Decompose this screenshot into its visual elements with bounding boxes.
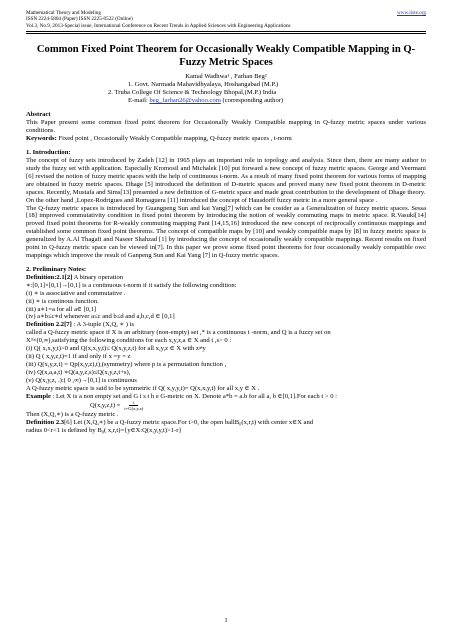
affiliations	[108, 81, 426, 105]
author-list: Kamal Wadhwa¹ , Farhan Beg²	[185, 73, 267, 81]
preliminary-heading: 2. Preliminary Notes:	[26, 265, 87, 273]
email-prefix: E-mail:	[128, 97, 150, 105]
definition-2-3-line-2: radius 0<r<1 is defined by B₀( x,r,t)={y∈X:Q(x,y,y,t)>1-r}	[26, 427, 182, 435]
qfuzzy-line-5: (v) Q(x,y,z, .):( 0 ,∞)→[0,1] is continuous	[26, 376, 137, 384]
intro-paragraph-3: The Q-fuzzy metric spaces is introduced by Guangpeng Sun and kai Yang[7] which can be cosider as a Generalization of fuzzy metric spaces. Sessa [18] improved commutativity condition in fixed point theorem by introducing the notion of weakly commuting maps in metric space. R.Vasuki[14] proved fixed point theorems for R-weakly commuting mapping Pant [14,15,16] introduced the new concept of reciprocally continuous mappings and established some common fixed point theorems. The concept of compatible maps by [10] and weakly compatible maps by [8] in fuzzy metric space is generalized by A.Al Thagafi and Naseer Shahzad [1] by introducing the concept of occasionally weakly compatible mappings. Recent results on fixed point in Q-fuzzy metric space can be viewed in[7]. In this paper we prove some fixed point theorems for four occasionally weakly compatible owc mappings which improve the result of Ganpeng Sun and Kai Yang [7] in Q-fuzzy metric spaces.	[26, 204, 426, 259]
intro-paragraph-1: The concept of fuzzy sets introduced by Zadeh [12] in 1965 plays an important role in topology and analysis. Since then, there are many author to study the fuzzy set with application. Especially Kromosil and Michalek [10] put forward a new concept of fuzzy metric spaces. George and Veermani [6] revised the notion of fuzzy metric spaces with the help of continuous t-norm. As a result of many fixed point theorem for various forms of mapping are obtained in fuzzy metric spaces. Dhage [5] introduced the definition of D-metric spaces and proved many new fixed point theorem in D-metric spaces. Recently, Mustafa and Sims[13] presented a new definition of G-metric space and made great contribution to the development of Dhage theory.	[26, 157, 426, 196]
abstract-text: This Paper present some common fixed point theorem for Occasionally Weakly Compatible mapping in Q-fuzzy metric spaces under various conditions.	[26, 119, 426, 135]
example-equation	[90, 400, 426, 411]
keywords-text: Fixed point , Occasionally Weakly Compatible mapping, Q-fuzzy metric spaces , t-norm	[56, 135, 292, 143]
email-suffix: (corresponding author)	[220, 97, 284, 105]
abstract-heading: Abstract	[26, 111, 51, 119]
then-line: Then (X,Q,∗) is a Q-fuzzy metric .	[26, 411, 119, 419]
qfuzzy-line-4: (iv) Q(x,a,a,t) ∗Q(a,y,z,s)≤Q(x,y,z,t+s),	[26, 368, 131, 376]
definition-2-3-text: [6] Let (X,Q,∗) be a Q-fuzzy metric space.For t>0, the open ballB₀(x,r,t) with center x∈X and	[64, 419, 314, 427]
email-line	[108, 97, 426, 105]
introduction-heading: 1. Introduction:	[26, 149, 71, 157]
keywords-line	[26, 135, 426, 143]
affiliation-1: 1. Govt. Narmada Mahavidhyalaya, Hoshangabad (M.P.)	[128, 81, 279, 89]
definition-2-2-label: Definition 2.2[7]	[26, 321, 72, 329]
definition-2-3-label: Definition 2.3	[26, 419, 65, 427]
header-rule	[26, 31, 426, 32]
journal-url-link[interactable]: www.iiste.org	[397, 10, 426, 16]
journal-name: Mathematical Theory and Modeling	[26, 10, 101, 16]
page-number: 1	[224, 617, 228, 624]
keywords-label: Keywords:	[26, 135, 57, 143]
qfuzzy-line-2: (ii) Q ( x,y,z,t)=1 if and only if x =y = z	[26, 352, 131, 360]
intro-paragraph-2: On the other hand ,Lopez-Rodrigues and Romaguera [11] introduced the concept of Hausdorff fuzzy metric in a more general space .	[26, 196, 378, 204]
qfuzzy-line-3: (iii) Q(x,y,z,t) = Qp(x,y,z),t),(symmetry) where p is a permutation function ,	[26, 360, 227, 368]
fraction-numerator: t	[129, 400, 138, 406]
email-link[interactable]: beg_farhan26@yahoo.com	[149, 97, 221, 105]
example-label: Example	[26, 392, 51, 400]
volume-line: Vol.3, No.9, 2013-Special issue, International Conference on Recent Trends in Applied Sciences with Engineering Applications	[26, 22, 291, 29]
issn-line: ISSN 2224-5804 (Paper) ISSN 2225-0522 (Online)	[26, 16, 133, 23]
paper-title: Common Fixed Point Theorem for Occasionally Weakly Compatible Mapping in Q-Fuzzy Metric Spaces	[36, 44, 416, 68]
affiliation-2: 2. Truba College Of Science & Technology Bhopal,(M.P.) India	[108, 89, 277, 97]
tnorm-line-3: (iii) a∗1=a for all a∈ [0,1]	[26, 305, 97, 313]
tnorm-line-0: ∗:[0,1]×[0,1]→[0,1] is a continuous t-norm if it satisfy the following condition:	[26, 281, 237, 289]
definition-2-1	[26, 274, 426, 282]
qfuzzy-line-0: X³×(0,∞),satisfying the following conditions for each x,y,z,a ∈ X and t ,s> 0 :	[26, 337, 232, 345]
equation-fraction	[124, 400, 143, 411]
example-line	[26, 393, 426, 401]
definition-2-2-text: : A 3-tuple (X,Q, ∗ ) is	[71, 321, 134, 329]
fraction-denominator: t+G(x,y,z)	[124, 406, 144, 412]
qfuzzy-line-1: (i) Q( x,x,y,t)>0 and Q(x,x,y,t)≤ Q(x,y,z,t) for all x,y,z ∈ X with z≠y	[26, 345, 206, 353]
definition-2-2-body: called a Q-fuzzy metric space if X is an arbitrary (non-empty) set ,* is a continuous t -norm, and Q is a fuzzy set on	[26, 329, 331, 337]
tnorm-line-2: (ii) ∗ is continous function.	[26, 297, 99, 305]
definition-2-1-text: A binary operation	[72, 273, 124, 281]
example-text: : Let X is a non empty set and G i s t h e G-metric on X. Denote a*b = a.b for all a, b ∈[0,1].For each t > 0 :	[50, 392, 337, 400]
equation-lhs: Q(x,y,z,t) =	[90, 401, 121, 409]
tnorm-line-4: (iv) a∗b≤c∗d whenever a≤c and b≤d and a,b,c,d ∈ [0,1]	[26, 313, 175, 321]
definition-2-2	[26, 321, 426, 329]
definition-2-1-label: Definition:2.1[2]	[26, 273, 73, 281]
header-rule-secondary	[26, 33, 426, 34]
tnorm-line-1: (i) ∗ is associative and commutative .	[26, 289, 126, 297]
symmetric-definition: A Q-fuzzy metric space is said to be symmetric if Q( x,y,y,t)= Q(x,x,y,t) for all x,y ∈ X .	[26, 384, 260, 392]
definition-2-3	[26, 419, 426, 427]
